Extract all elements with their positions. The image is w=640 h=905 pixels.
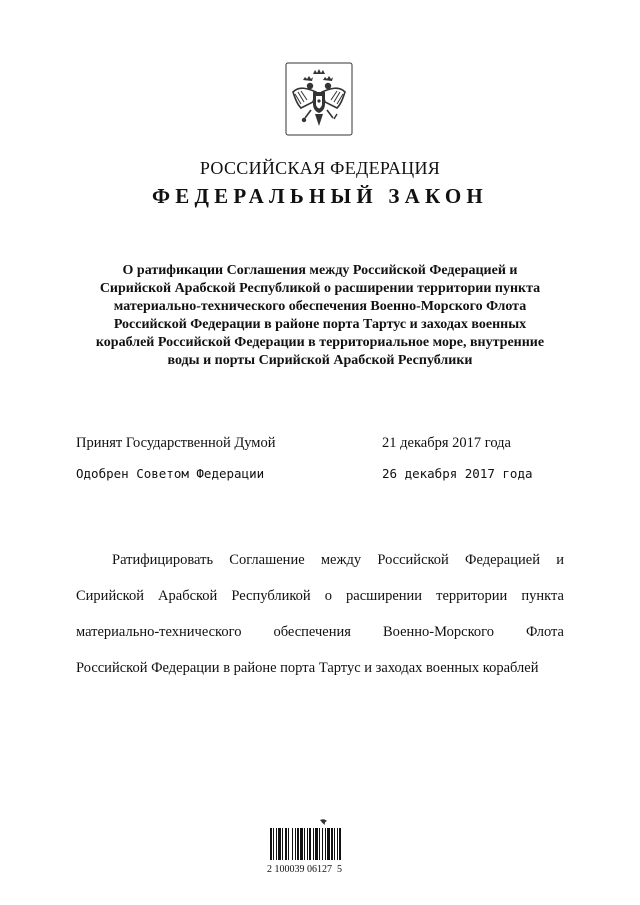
body-word: Сирийской xyxy=(76,588,144,604)
body-word: Арабской xyxy=(158,588,218,604)
barcode-bar xyxy=(270,828,272,860)
body-word: Российской xyxy=(377,552,449,568)
barcode-bar xyxy=(327,828,330,860)
body-word: Соглашение xyxy=(229,552,305,568)
barcode-bar xyxy=(325,828,326,860)
barcode-bar xyxy=(273,828,274,860)
law-title-line: воды и порты Сирийской Арабской Республики xyxy=(167,353,473,368)
law-title-line: Российской Федерации в районе порта Тартус и заходах военных xyxy=(113,317,527,332)
barcode-bar xyxy=(282,828,283,860)
country-name: РОССИЙСКАЯ ФЕДЕРАЦИЯ xyxy=(199,158,441,178)
barcode-bar xyxy=(307,828,308,860)
council-approval-label: Одобрен Советом Федерации xyxy=(76,466,265,481)
law-title xyxy=(80,262,560,370)
body-word: материально-технического xyxy=(76,624,242,640)
body-word: территории xyxy=(436,588,508,604)
barcode-bar xyxy=(295,828,296,860)
barcode-bar xyxy=(337,828,338,860)
barcode-bar xyxy=(276,828,277,860)
barcode-bar xyxy=(313,828,314,860)
council-approval-date: 26 декабря 2017 года xyxy=(382,466,533,481)
barcode-bar xyxy=(292,828,293,860)
barcode-icon xyxy=(268,818,376,862)
barcode-number: 2 100039 06127 5 xyxy=(267,864,342,875)
body-word: Федерацией xyxy=(465,552,540,568)
barcode-bar xyxy=(309,828,311,860)
barcode-bar xyxy=(334,828,335,860)
barcode-bar xyxy=(319,828,320,860)
law-title-line: О ратификации Соглашения между Российской Федерацией и xyxy=(122,263,518,278)
duma-adoption-date: 21 декабря 2017 года xyxy=(382,435,511,451)
barcode-bar xyxy=(297,828,299,860)
barcode-bar xyxy=(304,828,305,860)
barcode-bar xyxy=(315,828,318,860)
barcode-bar xyxy=(288,828,289,860)
law-title-line: кораблей Российской Федерации в территориальное море, внутренние xyxy=(95,335,545,350)
body-word: Российской Федерации в районе порта Тартус и заходах военных кораблей xyxy=(76,660,539,676)
barcode-bar xyxy=(331,828,333,860)
body-word: Флота xyxy=(526,624,564,640)
body-word: о xyxy=(324,588,332,604)
duma-adoption-label: Принят Государственной Думой xyxy=(76,435,276,451)
body-text-line xyxy=(76,551,564,569)
body-text-line xyxy=(76,623,564,641)
coat-of-arms-icon xyxy=(285,62,353,136)
body-text-line xyxy=(76,659,564,677)
barcode-bar xyxy=(300,828,303,860)
body-word: Ратифицировать xyxy=(112,552,214,568)
barcode-bar xyxy=(278,828,281,860)
body-word: Военно-Морского xyxy=(382,624,494,640)
body-word: пункта xyxy=(521,588,564,604)
body-word: расширении xyxy=(346,588,423,604)
document-type: ФЕДЕРАЛЬНЫЙ ЗАКОН xyxy=(152,184,488,208)
law-title-line: материально-технического обеспечения Военно-Морского Флота xyxy=(113,299,527,314)
law-title-line: Сирийской Арабской Республикой о расширении территории пункта xyxy=(99,281,541,296)
body-word: между xyxy=(320,552,362,568)
body-text-line xyxy=(76,587,564,605)
barcode-bar xyxy=(285,828,287,860)
body-word: и xyxy=(556,552,564,568)
body-word: Республикой xyxy=(231,588,311,604)
barcode-bar xyxy=(339,828,341,860)
barcode-bar xyxy=(322,828,323,860)
body-word: обеспечения xyxy=(273,624,351,640)
